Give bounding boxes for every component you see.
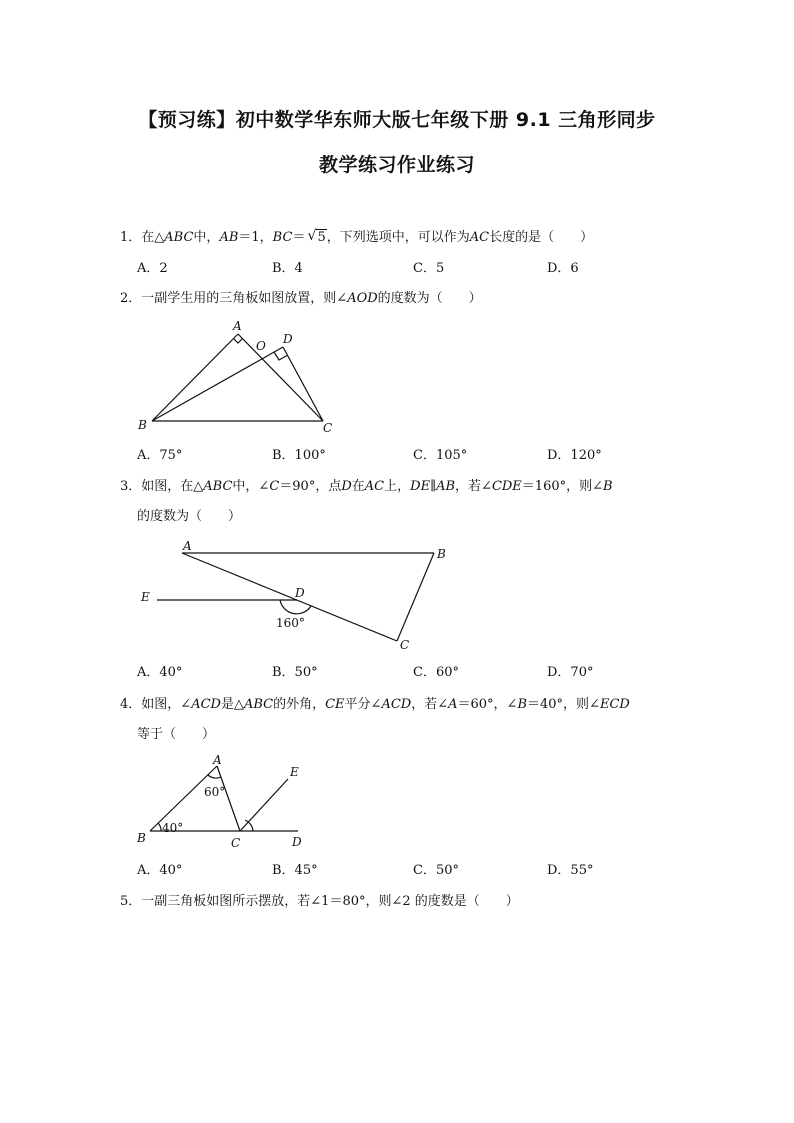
question-3-option-c[interactable]: C．60° (413, 665, 459, 680)
q2-label-a: A (233, 319, 242, 333)
question-1-stem: 1．在△ABC中，AB＝1，BC＝ √ 5，下列选项中，可以作为AC长度的是（ ） (120, 228, 594, 245)
question-4-stem-line-1: 4．如图，∠ACD是△ABC的外角，CE平分∠ACD，若∠A＝60°，∠B＝40°，则∠ECD (120, 697, 630, 712)
question-3-option-b[interactable]: B．50° (272, 665, 318, 680)
q2-label-c: C (323, 421, 333, 435)
q3-label-a: A (183, 539, 192, 553)
q4-angle-a-label: 60° (204, 785, 226, 799)
q4-label-e: E (290, 765, 299, 779)
q3-label-b: B (437, 547, 446, 561)
question-1-option-c[interactable]: C．5 (413, 261, 445, 276)
question-3-stem-line-2: 的度数为（ ） (137, 509, 242, 524)
q3-angle-label: 160° (276, 616, 305, 630)
question-2-option-b[interactable]: B．100° (272, 448, 326, 463)
q3-label-c: C (400, 638, 410, 652)
question-1-option-d[interactable]: D．6 (547, 261, 579, 276)
question-1-option-a[interactable]: A．2 (137, 261, 168, 276)
q2-label-b: B (138, 418, 147, 432)
q3-label-d: D (295, 586, 305, 600)
question-2-option-a[interactable]: A．75° (137, 448, 183, 463)
question-4-stem-line-2: 等于（ ） (137, 727, 216, 742)
q4-label-c: C (231, 836, 241, 850)
q2-label-o: O (256, 339, 266, 353)
question-2-stem: 2．一副学生用的三角板如图放置，则∠AOD的度数为（ ） (120, 291, 482, 306)
question-4-option-d[interactable]: D．55° (547, 863, 594, 878)
question-1-option-b[interactable]: B．4 (272, 261, 303, 276)
q4-label-a: A (213, 753, 222, 767)
sqrt-symbol: √ 5 (307, 228, 326, 245)
question-2-option-c[interactable]: C．105° (413, 448, 468, 463)
question-5-stem: 5．一副三角板如图所示摆放，若∠1＝80°，则∠2 的度数是（ ） (120, 894, 519, 909)
q4-angle-b-label: 40° (162, 821, 184, 835)
question-2-option-d[interactable]: D．120° (547, 448, 602, 463)
question-3-option-d[interactable]: D．70° (547, 665, 594, 680)
q4-label-b: B (137, 831, 146, 845)
question-4-option-b[interactable]: B．45° (272, 863, 318, 878)
question-3-stem-line-1: 3．如图，在△ABC中，∠C＝90°，点D在AC上，DE∥AB，若∠CDE＝160°，则∠B (120, 479, 613, 494)
q2-label-d: D (283, 332, 293, 346)
question-3-option-a[interactable]: A．40° (137, 665, 183, 680)
page-title-line-2: 教学练习作业练习 (318, 154, 475, 176)
q3-label-e: E (141, 590, 150, 604)
page-title-line-1: 【预习练】初中数学华东师大版七年级下册 9.1 三角形同步 (138, 109, 656, 131)
q4-label-d: D (292, 835, 302, 849)
question-4-option-a[interactable]: A．40° (137, 863, 183, 878)
question-4-option-c[interactable]: C．50° (413, 863, 459, 878)
